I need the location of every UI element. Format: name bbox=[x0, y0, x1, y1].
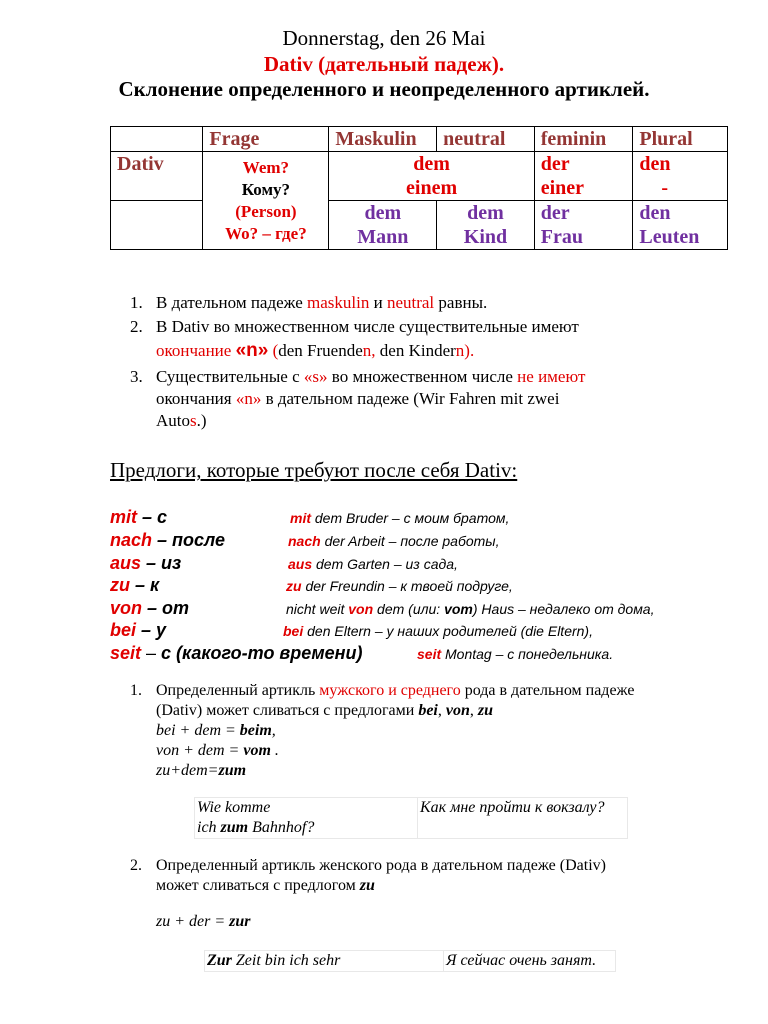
rule-text: Определенный артикль женского рода в дательном падеже (Dativ) bbox=[156, 857, 606, 874]
list-item bbox=[130, 681, 635, 781]
preposition-row-bei bbox=[110, 620, 750, 643]
preposition-row-mit bbox=[110, 507, 750, 530]
example-preposition: mit bbox=[290, 510, 311, 526]
example-m-noun: Mann bbox=[357, 226, 409, 248]
article-masc-neut bbox=[329, 152, 534, 201]
preposition-example bbox=[286, 578, 513, 594]
formula-result: zum bbox=[218, 762, 247, 779]
formula-text: , bbox=[271, 722, 276, 739]
example-table-zur bbox=[204, 950, 616, 972]
table-corner-cell bbox=[111, 127, 203, 152]
rule-highlight: s bbox=[190, 411, 197, 430]
list-number: 2. bbox=[130, 857, 142, 874]
rule-highlight: «s» bbox=[303, 367, 328, 386]
rule-text: окончания bbox=[156, 389, 236, 408]
rule-text: , bbox=[469, 702, 478, 719]
preposition-translation: – к bbox=[130, 575, 160, 595]
example-contraction: vom bbox=[444, 601, 473, 617]
example-contraction: zum bbox=[220, 819, 249, 836]
example-preposition: seit bbox=[417, 646, 442, 662]
row-label-dativ: Dativ bbox=[111, 152, 203, 201]
preposition-word bbox=[110, 620, 166, 641]
rule-text: может сливаться с предлогом bbox=[156, 877, 360, 894]
preposition: bei bbox=[110, 620, 137, 640]
article-einem: einem bbox=[406, 177, 458, 199]
article-table bbox=[110, 126, 728, 250]
preposition: zu bbox=[110, 575, 130, 595]
rule-line bbox=[156, 410, 585, 432]
formula-line bbox=[156, 761, 635, 781]
example-m-article: dem bbox=[364, 202, 402, 224]
example-text: Zeit bin ich sehr bbox=[231, 952, 341, 969]
rule-text: и bbox=[369, 293, 387, 312]
example-n-noun: Kind bbox=[463, 226, 508, 248]
example-pl-noun: Leuten bbox=[639, 226, 700, 248]
rule-text: В дательном падеже bbox=[156, 293, 307, 312]
example-text: Montag – с понедельника. bbox=[441, 646, 614, 662]
list-item bbox=[130, 292, 585, 314]
preposition-translation: – с bbox=[137, 507, 168, 527]
preposition-translation: – от bbox=[142, 598, 190, 618]
article-der: der bbox=[540, 153, 570, 175]
rule-highlight: n bbox=[455, 341, 465, 360]
preposition-example bbox=[417, 646, 613, 662]
example-preposition: von bbox=[348, 601, 374, 617]
example-text: ich bbox=[197, 819, 221, 836]
formula-line bbox=[156, 912, 606, 932]
article-dem: dem bbox=[413, 153, 450, 175]
formula-result: beim bbox=[239, 722, 272, 739]
example-preposition: bei bbox=[283, 623, 304, 639]
example-text: Wie komme bbox=[197, 799, 271, 816]
example-german bbox=[195, 798, 418, 839]
rule-text: den Kinder bbox=[375, 341, 456, 360]
article-plural bbox=[633, 152, 728, 201]
preposition-row-nach bbox=[110, 530, 750, 553]
article-dash: - bbox=[661, 177, 669, 199]
rule-highlight: ( bbox=[268, 341, 279, 360]
list-number: 2. bbox=[130, 317, 143, 336]
article-einer: einer bbox=[540, 177, 585, 199]
preposition-row-seit bbox=[110, 643, 750, 666]
example-masculin bbox=[329, 201, 437, 250]
preposition: von bbox=[110, 598, 143, 618]
preposition-translation: – после bbox=[152, 530, 225, 550]
header-feminin: feminin bbox=[534, 127, 633, 152]
rule-line bbox=[156, 876, 606, 896]
rule-highlight: окончание bbox=[156, 341, 236, 360]
rule-preposition: zu bbox=[359, 877, 375, 894]
formula-text: zu+dem= bbox=[156, 762, 219, 779]
example-text: ) Haus – недалеко от дома, bbox=[472, 601, 655, 617]
question-wo: Wo? – где? bbox=[225, 223, 307, 243]
list-number: 1. bbox=[130, 293, 143, 312]
question-wem: Wem? bbox=[242, 157, 290, 177]
preposition-example bbox=[283, 623, 593, 639]
table-row bbox=[195, 798, 628, 839]
rule-line bbox=[156, 388, 585, 410]
example-text: nicht weit bbox=[286, 601, 349, 617]
preposition: aus bbox=[110, 553, 142, 573]
rule-line bbox=[156, 701, 635, 721]
example-preposition: zu bbox=[286, 578, 302, 594]
header-frage: Frage bbox=[203, 127, 329, 152]
list-item bbox=[130, 856, 606, 932]
rule-highlight: n bbox=[362, 341, 372, 360]
preposition-word bbox=[110, 507, 167, 528]
rule-highlight: neutral bbox=[386, 293, 435, 312]
example-text: der Freundin – к твоей подруге, bbox=[301, 578, 513, 594]
rule-text: Существительные с bbox=[156, 367, 304, 386]
rule-highlight: мужского и среднего bbox=[319, 682, 461, 699]
example-contraction: Zur bbox=[207, 952, 232, 969]
formula-line bbox=[156, 741, 635, 761]
preposition-example bbox=[286, 601, 654, 617]
table-row bbox=[205, 951, 616, 972]
list-item bbox=[130, 366, 585, 432]
example-feminin bbox=[534, 201, 633, 250]
example-text: Bahnhof? bbox=[248, 819, 315, 836]
example-table-zum bbox=[194, 797, 628, 839]
rule-line bbox=[156, 366, 585, 388]
rule-text: во множественном числе bbox=[327, 367, 518, 386]
example-plural bbox=[633, 201, 728, 250]
rule-text: Auto bbox=[156, 411, 190, 430]
question-cell bbox=[203, 152, 329, 250]
date-heading: Donnerstag, den 26 Mai bbox=[282, 26, 486, 50]
formula-text: zu + der = bbox=[156, 913, 230, 930]
preposition-word bbox=[110, 598, 189, 619]
page-subtitle: Склонение определенного и неопределенного артиклей. bbox=[118, 77, 650, 101]
rule-highlight: «n» bbox=[235, 389, 262, 408]
rule-preposition: von bbox=[445, 702, 470, 719]
article-den: den bbox=[639, 153, 671, 175]
example-text: dem Garten – из сада, bbox=[312, 556, 458, 572]
contraction-rules-list bbox=[130, 681, 635, 781]
list-number: 1. bbox=[130, 682, 142, 699]
example-preposition: nach bbox=[288, 533, 321, 549]
rule-highlight: , bbox=[371, 341, 376, 360]
formula-result: zur bbox=[229, 913, 251, 930]
preposition-translation: – у bbox=[136, 620, 167, 640]
preposition-row-von bbox=[110, 598, 750, 621]
example-pl-article: den bbox=[639, 202, 671, 224]
rule-text: рода в дательном падеже bbox=[460, 682, 635, 699]
page-title: Dativ (дательный падеж). bbox=[263, 52, 505, 76]
example-f-article: der bbox=[540, 202, 570, 224]
example-neutral bbox=[437, 201, 535, 250]
example-text: dem (или: bbox=[373, 601, 445, 617]
rule-text: Определенный артикль bbox=[156, 682, 320, 699]
example-german bbox=[205, 951, 444, 972]
preposition-word bbox=[110, 530, 225, 551]
article-feminin bbox=[534, 152, 633, 201]
example-russian: Как мне пройти к вокзалу? bbox=[418, 798, 628, 839]
rule-text: .) bbox=[196, 411, 207, 430]
rules-list bbox=[130, 292, 585, 434]
rule-text: В Dativ во множественном числе существительные имеют bbox=[156, 317, 579, 336]
question-komu: Кому? bbox=[241, 179, 291, 199]
header-neutral: neutral bbox=[437, 127, 535, 152]
header-plural: Plural bbox=[633, 127, 728, 152]
rule-highlight: «n» bbox=[235, 340, 269, 361]
example-russian: Я сейчас очень занят. bbox=[444, 951, 616, 972]
preposition: seit bbox=[110, 643, 142, 663]
preposition-example bbox=[290, 510, 509, 526]
prepositions-heading: Предлоги, которые требуют после себя Dativ: bbox=[110, 458, 518, 482]
preposition-row-zu bbox=[110, 575, 750, 598]
example-f-noun: Frau bbox=[540, 226, 583, 248]
formula-text: von + dem = bbox=[156, 742, 244, 759]
example-line bbox=[197, 818, 415, 838]
list-number: 3. bbox=[130, 367, 143, 386]
rule-text: den Fruende bbox=[278, 341, 363, 360]
example-preposition: aus bbox=[288, 556, 313, 572]
spacer bbox=[156, 896, 606, 912]
preposition-word bbox=[110, 553, 181, 574]
header-maskulin: Maskulin bbox=[329, 127, 437, 152]
rule-highlight: ). bbox=[464, 341, 475, 360]
rule-preposition: zu bbox=[477, 702, 493, 719]
question-person: (Person) bbox=[235, 201, 297, 221]
formula-text: bei + dem = bbox=[156, 722, 240, 739]
table-row-articles bbox=[111, 152, 728, 201]
rule-text: равны. bbox=[434, 293, 488, 312]
rule-line bbox=[156, 338, 585, 364]
empty-label-cell bbox=[111, 201, 203, 250]
preposition-example bbox=[288, 533, 499, 549]
example-n-article: dem bbox=[467, 202, 504, 224]
preposition-row-aus bbox=[110, 553, 750, 576]
rule-highlight: не имеют bbox=[517, 367, 586, 386]
preposition: mit bbox=[110, 507, 137, 527]
rule-preposition: bei bbox=[418, 702, 438, 719]
feminine-contraction-list bbox=[130, 856, 606, 932]
rule-text: в дательном падеже (Wir Fahren mit zwei bbox=[261, 389, 560, 408]
formula-line bbox=[156, 721, 635, 741]
preposition: nach bbox=[110, 530, 153, 550]
list-item bbox=[130, 316, 585, 364]
example-text: dem Bruder – с моим братом, bbox=[311, 510, 510, 526]
preposition-dash: – bbox=[141, 643, 162, 663]
preposition-word bbox=[110, 643, 363, 664]
example-text: der Arbeit – после работы, bbox=[320, 533, 500, 549]
preposition-translation: с (какого-то времени) bbox=[161, 643, 363, 663]
preposition-translation: – из bbox=[141, 553, 182, 573]
rule-highlight: maskulin bbox=[307, 293, 370, 312]
rule-text: (Dativ) может сливаться с предлогами bbox=[156, 702, 419, 719]
table-header-row bbox=[111, 127, 728, 152]
formula-result: vom bbox=[243, 742, 271, 759]
preposition-word bbox=[110, 575, 159, 596]
preposition-example bbox=[288, 556, 458, 572]
example-text: den Eltern – у наших родителей (die Eltern), bbox=[303, 623, 593, 639]
rule-text: , bbox=[437, 702, 446, 719]
rule-line bbox=[156, 681, 635, 701]
formula-text: . bbox=[270, 742, 279, 759]
